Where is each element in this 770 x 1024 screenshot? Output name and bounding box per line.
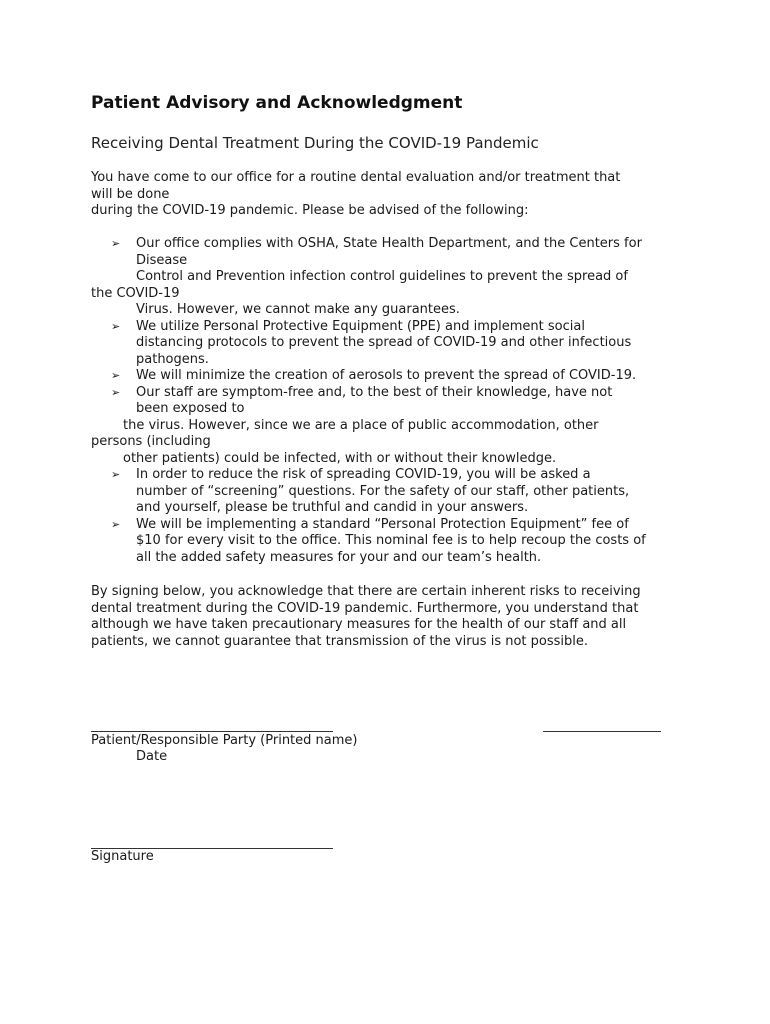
list-item-line: the virus. However, since we are a place of public accommodation, other (123, 417, 599, 433)
arrow-bullet-icon: ➢ (111, 385, 121, 399)
intro-line: will be done (91, 186, 170, 202)
list-item-line: We will minimize the creation of aerosols to prevent the spread of COVID-19. (136, 368, 637, 383)
printed-name-label: Patient/Responsible Party (Printed name) (91, 733, 358, 748)
list-item-line: pathogens. (136, 351, 209, 367)
list-item-line: distancing protocols to prevent the spread of COVID-19 and other infectious (136, 335, 632, 350)
list-item-line: all the added safety measures for your and our team’s health. (136, 549, 542, 565)
closing-line: although we have taken precautionary measures for the health of our staff and all (91, 617, 627, 632)
list-item-line: Control and Prevention infection control guidelines to prevent the spread of (136, 269, 628, 284)
list-item-line: number of “screening” questions. For the safety of our staff, other patients, (136, 483, 630, 499)
list-item (91, 385, 691, 468)
list-item-line: $10 for every visit to the office. This nominal fee is to help recoup the costs of (136, 533, 646, 548)
arrow-bullet-icon: ➢ (111, 369, 121, 382)
list-item-line: been exposed to (136, 401, 245, 416)
list-item (91, 368, 691, 385)
list-item (91, 467, 691, 517)
intro-line: during the COVID-19 pandemic. Please be advised of the following: (91, 203, 529, 218)
list-item (91, 319, 691, 369)
closing-line: By signing below, you acknowledge that there are certain inherent risks to receiving (91, 584, 641, 599)
list-item-line: persons (including (91, 434, 211, 449)
document-title: Patient Advisory and Acknowledgment (91, 93, 463, 113)
date-field[interactable] (543, 731, 661, 732)
advisory-list (91, 236, 691, 566)
list-item-line: In order to reduce the risk of spreading COVID-19, you will be asked a (136, 467, 591, 482)
arrow-bullet-icon: ➢ (111, 468, 121, 481)
list-item (91, 236, 691, 319)
list-item-line: Our office complies with OSHA, State Health Department, and the Centers for (136, 236, 642, 251)
list-item-line: We utilize Personal Protective Equipment (PPE) and implement social (136, 318, 585, 334)
intro-line: You have come to our office for a routine dental evaluation and/or treatment that (91, 170, 621, 185)
list-item (91, 517, 691, 567)
intro-paragraph (91, 170, 620, 220)
list-item-line: We will be implementing a standard “Personal Protection Equipment” fee of (136, 516, 629, 532)
signature-label: Signature (91, 849, 154, 864)
list-item-line: Virus. However, we cannot make any guarantees. (136, 302, 460, 317)
arrow-bullet-icon: ➢ (111, 319, 121, 333)
arrow-bullet-icon: ➢ (111, 237, 121, 250)
list-item-line: the COVID-19 (91, 285, 180, 301)
closing-line: patients, we cannot guarantee that transmission of the virus is not possible. (91, 633, 589, 649)
list-item-line: Our staff are symptom-free and, to the best of their knowledge, have not (136, 384, 613, 400)
date-label: Date (136, 749, 168, 764)
closing-line: dental treatment during the COVID-19 pandemic. Furthermore, you understand that (91, 600, 639, 616)
arrow-bullet-icon: ➢ (111, 517, 121, 531)
document-subtitle: Receiving Dental Treatment During the COVID-19 Pandemic (91, 134, 539, 152)
list-item-line: other patients) could be infected, with or without their knowledge. (123, 450, 557, 466)
list-item-line: and yourself, please be truthful and candid in your answers. (136, 500, 529, 515)
list-item-line: Disease (136, 252, 188, 268)
printed-name-field[interactable] (91, 731, 333, 732)
acknowledgment-paragraph (91, 584, 641, 650)
